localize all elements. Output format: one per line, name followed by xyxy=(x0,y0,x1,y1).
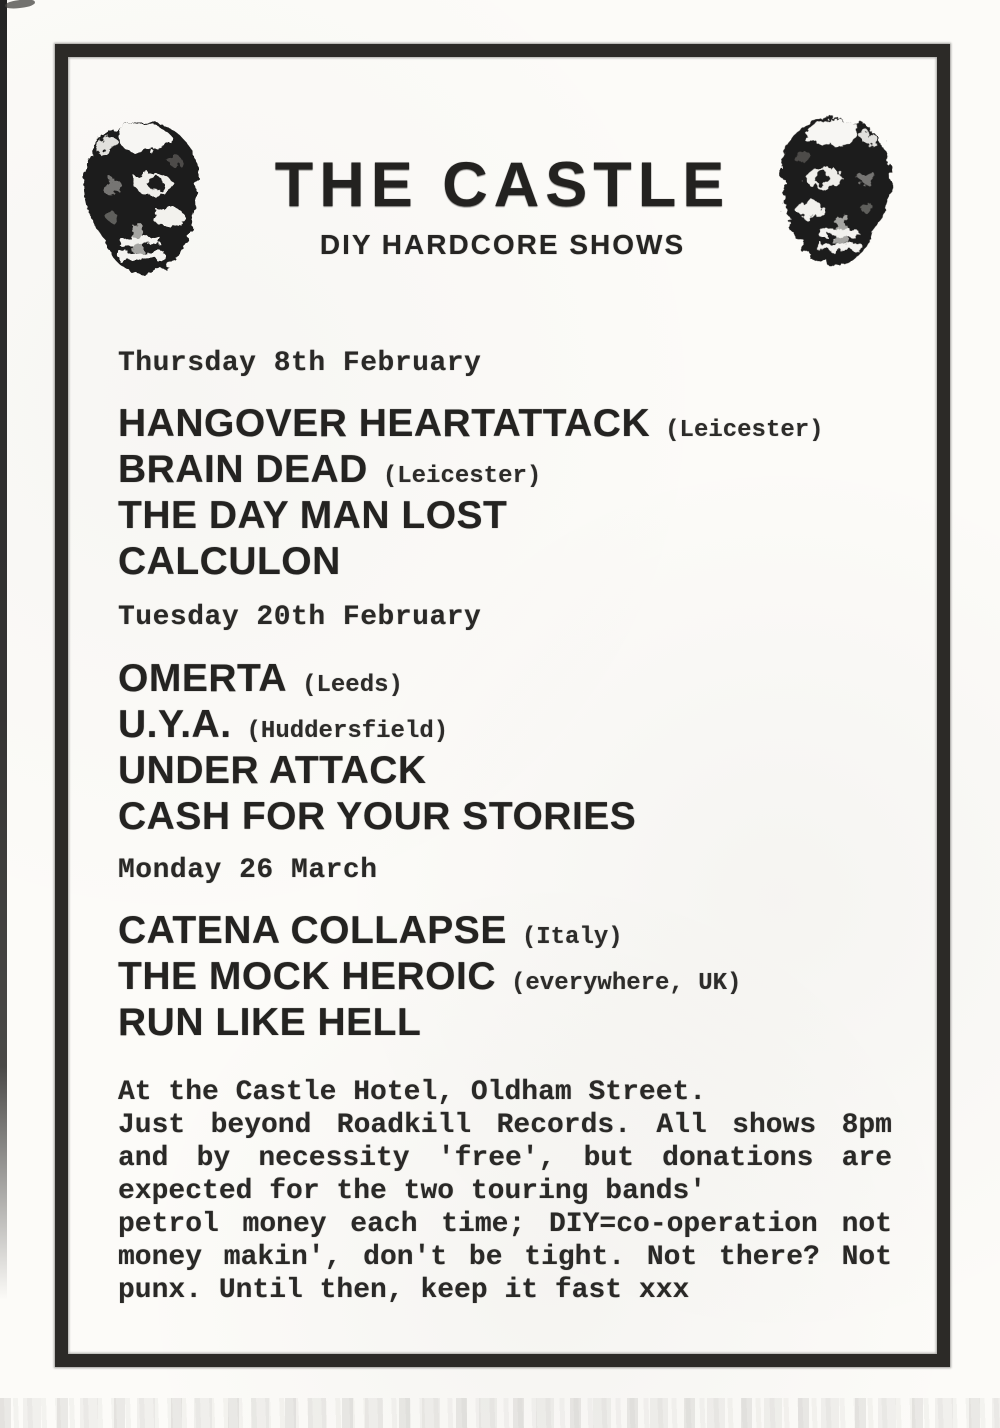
band-name: OMERTA xyxy=(118,657,288,700)
band-row xyxy=(118,794,651,840)
info-text xyxy=(118,1076,892,1307)
band-row xyxy=(118,539,824,585)
band-origin: (everywhere, UK) xyxy=(511,970,742,997)
page-title: THE CASTLE xyxy=(274,150,731,220)
scan-smudge xyxy=(5,0,36,10)
page-subtitle: DIY HARDCORE SHOWS xyxy=(319,229,686,260)
band-origin: (Huddersfield) xyxy=(246,718,449,745)
show-date: Monday 26 March xyxy=(118,855,378,886)
band-origin: (Leicester) xyxy=(665,417,824,444)
band-origin: (Leeds) xyxy=(302,672,403,699)
info-line: Just beyond Roadkill Records. All shows 8pm xyxy=(118,1110,892,1141)
band-name: UNDER ATTACK xyxy=(118,749,427,792)
band-name: U.Y.A. xyxy=(118,703,232,746)
band-row xyxy=(118,656,651,702)
band-row xyxy=(118,401,824,447)
info-line: petrol money each time; DIY=co-operation not xyxy=(118,1209,892,1240)
band-list xyxy=(118,908,741,1046)
band-name: HANGOVER HEARTATTACK xyxy=(118,402,651,445)
show-date: Thursday 8th February xyxy=(118,348,482,379)
band-name: RUN LIKE HELL xyxy=(118,1001,422,1044)
band-list xyxy=(118,656,651,840)
band-row xyxy=(118,702,651,748)
band-origin: (Italy) xyxy=(521,924,623,951)
info-line: At the Castle Hotel, Oldham Street. xyxy=(118,1077,707,1108)
info-line: expected for the two touring bands' xyxy=(118,1176,707,1207)
band-row xyxy=(118,908,741,954)
scan-noise-band xyxy=(0,1398,1000,1428)
band-name: THE DAY MAN LOST xyxy=(118,494,508,537)
band-row xyxy=(118,954,741,1000)
band-row xyxy=(118,447,824,493)
band-name: CATENA COLLAPSE xyxy=(118,909,507,952)
band-name: CALCULON xyxy=(118,540,341,583)
band-origin: (Leicester) xyxy=(382,463,542,490)
band-list xyxy=(118,401,824,585)
band-name: THE MOCK HEROIC xyxy=(118,955,496,998)
info-line: punx. Until then, keep it fast xxx xyxy=(118,1275,690,1306)
info-line: money makin', don't be tight. Not there? Not xyxy=(118,1242,892,1273)
info-line: and by necessity 'free', but donations are xyxy=(118,1143,892,1174)
band-name: CASH FOR YOUR STORIES xyxy=(118,795,637,838)
band-row xyxy=(118,1000,741,1046)
band-row xyxy=(118,748,651,794)
band-row xyxy=(118,493,824,539)
scan-edge-artifact xyxy=(0,0,7,1300)
show-date: Tuesday 20th February xyxy=(118,602,482,633)
band-name: BRAIN DEAD xyxy=(118,448,368,491)
